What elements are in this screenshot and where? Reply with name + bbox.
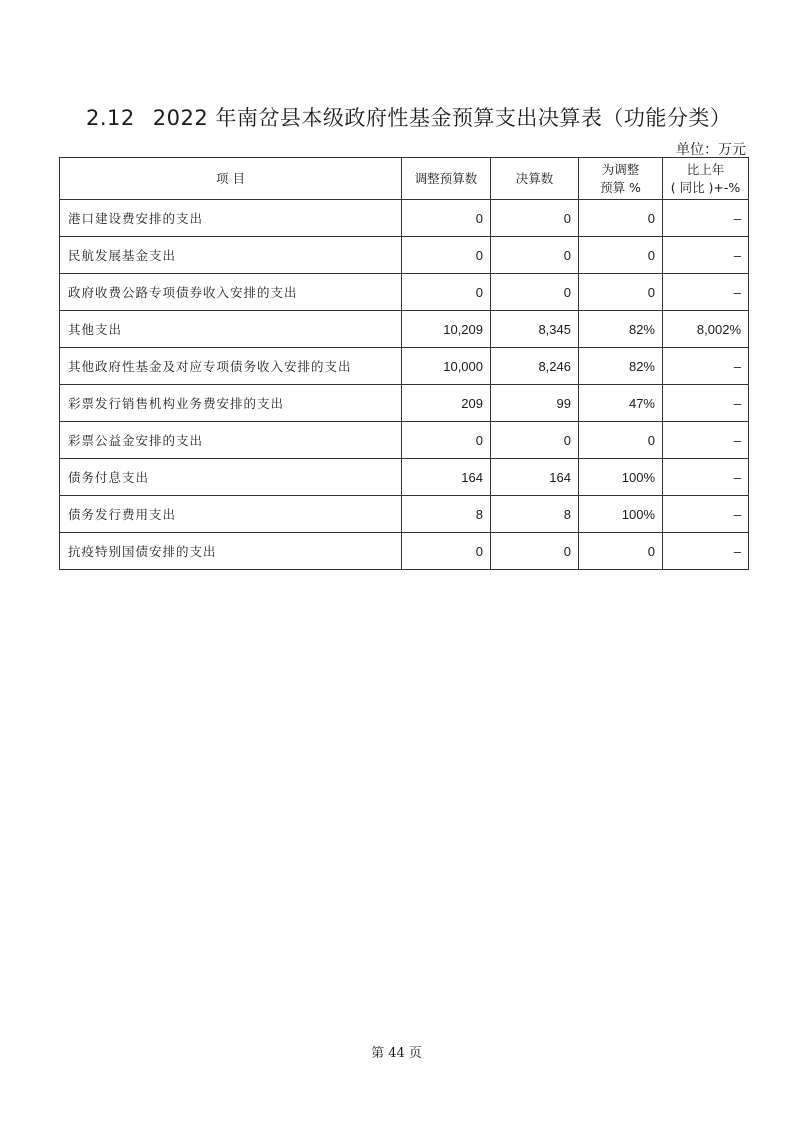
row-ratio: 82% [579,311,663,348]
row-ratio: 82% [579,348,663,385]
row-budget: 10,000 [402,348,491,385]
row-actual: 0 [491,422,579,459]
row-yoy: – [663,348,749,385]
row-budget: 0 [402,422,491,459]
row-item: 其他支出 [60,311,402,348]
table-row [60,348,749,385]
row-item: 彩票发行销售机构业务费安排的支出 [60,385,402,422]
table-row [60,385,749,422]
row-ratio: 0 [579,237,663,274]
table-row [60,496,749,533]
row-budget: 164 [402,459,491,496]
table-row [60,237,749,274]
row-yoy: – [663,533,749,570]
row-ratio: 0 [579,422,663,459]
row-ratio: 0 [579,274,663,311]
row-actual: 0 [491,533,579,570]
row-yoy: – [663,422,749,459]
row-budget: 10,209 [402,311,491,348]
table-row [60,274,749,311]
table-row [60,422,749,459]
row-item: 港口建设费安排的支出 [60,200,402,237]
row-item: 抗疫特别国债安排的支出 [60,533,402,570]
row-actual: 8 [491,496,579,533]
row-budget: 0 [402,533,491,570]
row-item: 其他政府性基金及对应专项债务收入安排的支出 [60,348,402,385]
table-row [60,311,749,348]
row-yoy: – [663,237,749,274]
expenditure-table [59,157,749,570]
row-ratio: 0 [579,533,663,570]
table-header-row [60,158,749,200]
unit-label: 单位：万元 [676,142,746,158]
row-budget: 0 [402,237,491,274]
row-budget: 0 [402,274,491,311]
row-ratio: 47% [579,385,663,422]
row-item: 债务付息支出 [60,459,402,496]
table-row [60,533,749,570]
row-actual: 8,246 [491,348,579,385]
header-yoy [663,158,749,200]
page-number: 第 44 页 [371,1046,422,1061]
row-actual: 0 [491,200,579,237]
title-text: 2022 年南岔县本级政府性基金预算支出决算表（功能分类） [152,106,732,130]
row-yoy: 8,002% [663,311,749,348]
row-ratio: 100% [579,459,663,496]
header-ratio-line1: 为调整 [601,161,640,177]
row-actual: 8,345 [491,311,579,348]
row-budget: 0 [402,200,491,237]
row-actual: 99 [491,385,579,422]
row-budget: 209 [402,385,491,422]
row-item: 民航发展基金支出 [60,237,402,274]
header-item: 项 目 [60,158,402,200]
row-budget: 8 [402,496,491,533]
header-actual: 决算数 [491,158,579,200]
header-yoy-line2: ( 同比 )+-% [670,179,741,195]
section-number: 2.12 [86,106,135,130]
header-ratio [579,158,663,200]
row-item: 政府收费公路专项债券收入安排的支出 [60,274,402,311]
table-row [60,459,749,496]
row-ratio: 100% [579,496,663,533]
header-ratio-line2: 预算 % [600,179,641,195]
row-actual: 0 [491,237,579,274]
row-yoy: – [663,496,749,533]
row-yoy: – [663,459,749,496]
row-yoy: – [663,274,749,311]
header-yoy-line1: 比上年 [686,161,725,177]
row-yoy: – [663,385,749,422]
row-item: 债务发行费用支出 [60,496,402,533]
page-title [86,102,766,132]
row-item: 彩票公益金安排的支出 [60,422,402,459]
row-actual: 164 [491,459,579,496]
row-ratio: 0 [579,200,663,237]
table-row [60,200,749,237]
row-yoy: – [663,200,749,237]
row-actual: 0 [491,274,579,311]
header-budget: 调整预算数 [402,158,491,200]
